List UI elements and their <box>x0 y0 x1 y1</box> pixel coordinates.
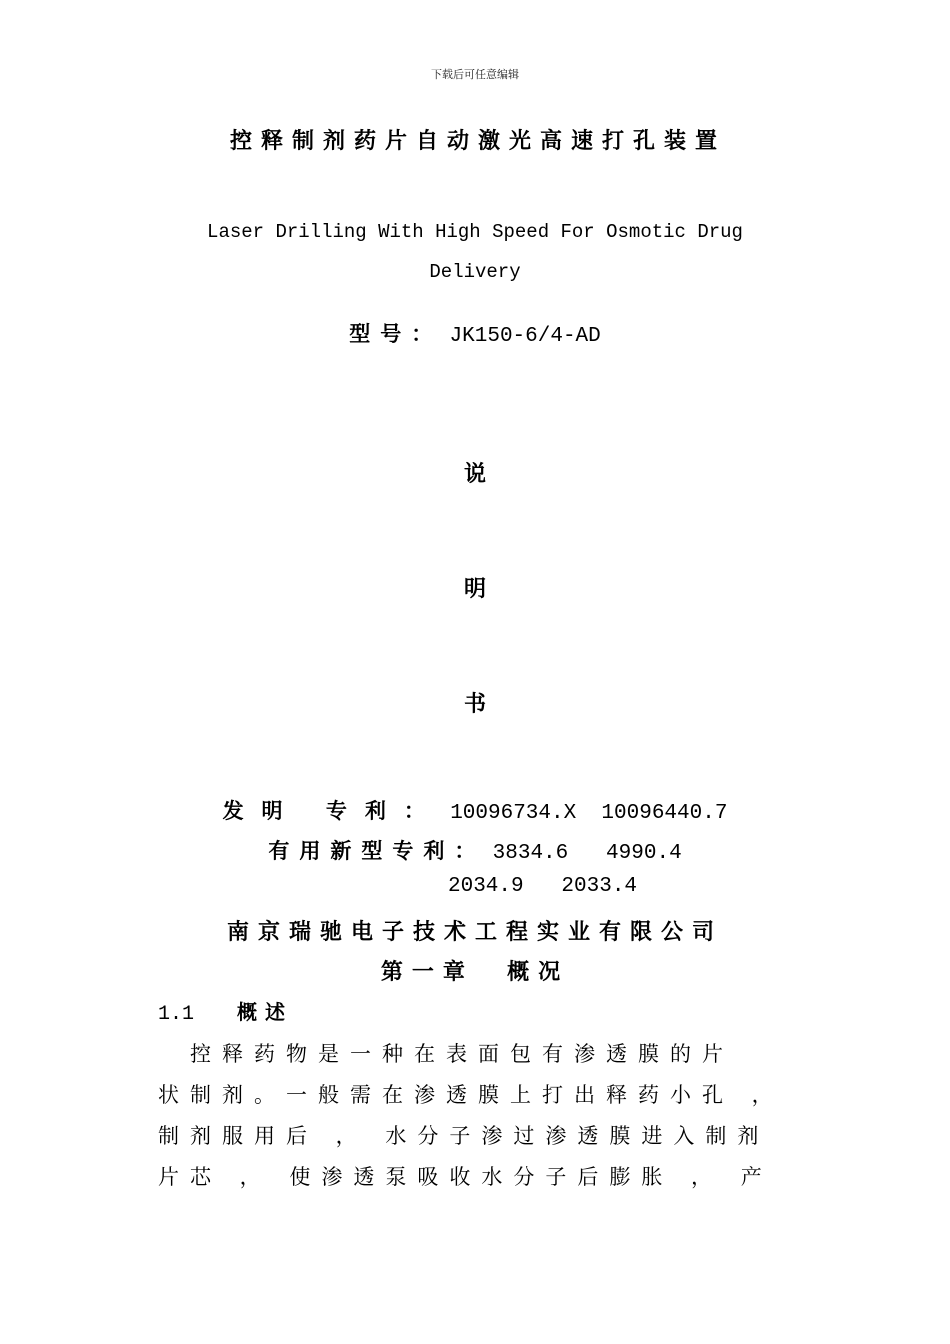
invention-patent-label: 发明 专利： <box>222 799 443 823</box>
title-en-line-2: Delivery <box>429 261 521 283</box>
manual-char-2: 明 <box>463 577 486 602</box>
document-title-en <box>0 212 950 292</box>
invention-patent-row <box>0 795 950 825</box>
manual-char-1: 说 <box>463 462 486 487</box>
company-name: 南京瑞驰电子技术工程实业有限公司 <box>226 920 723 945</box>
paragraph-line: 控释药物是一种在表面包有渗透膜的片 <box>158 1042 734 1066</box>
header-note: 下载后可任意编辑 <box>431 68 519 81</box>
model-label: 型号： <box>349 322 443 346</box>
section-number: 1.1 <box>158 1003 195 1026</box>
section-heading <box>158 996 293 1026</box>
chapter-heading: 第一章 概况 <box>380 960 570 985</box>
model-number <box>0 318 950 348</box>
paragraph-line: 制剂服用后 ， 水分子渗过渗透膜进入制剂 <box>158 1124 770 1148</box>
invention-patent-numbers: 10096734.X 10096440.7 <box>450 802 728 825</box>
manual-char-3: 书 <box>463 692 486 717</box>
document-title-cn: 控释制剂药片自动激光高速打孔装置 <box>229 129 726 154</box>
section-title: 概述 <box>236 1000 293 1024</box>
utility-patent-numbers-1: 3834.6 4990.4 <box>492 842 682 865</box>
paragraph-line: 状制剂。一般需在渗透膜上打出释药小孔 ， <box>158 1083 784 1107</box>
utility-patent-label: 有用新型专利： <box>268 839 486 863</box>
paragraph-line: 片芯 ， 使渗透泵吸收水分子后膨胀 ， 产 <box>158 1165 773 1189</box>
utility-patent-row <box>0 835 950 865</box>
model-value: JK150-6/4-AD <box>449 325 601 348</box>
title-en-line-1: Laser Drilling With High Speed For Osmotic Drug <box>207 221 743 243</box>
body-paragraph <box>158 1034 792 1198</box>
utility-patent-numbers-2: 2034.9 2033.4 <box>448 875 638 898</box>
